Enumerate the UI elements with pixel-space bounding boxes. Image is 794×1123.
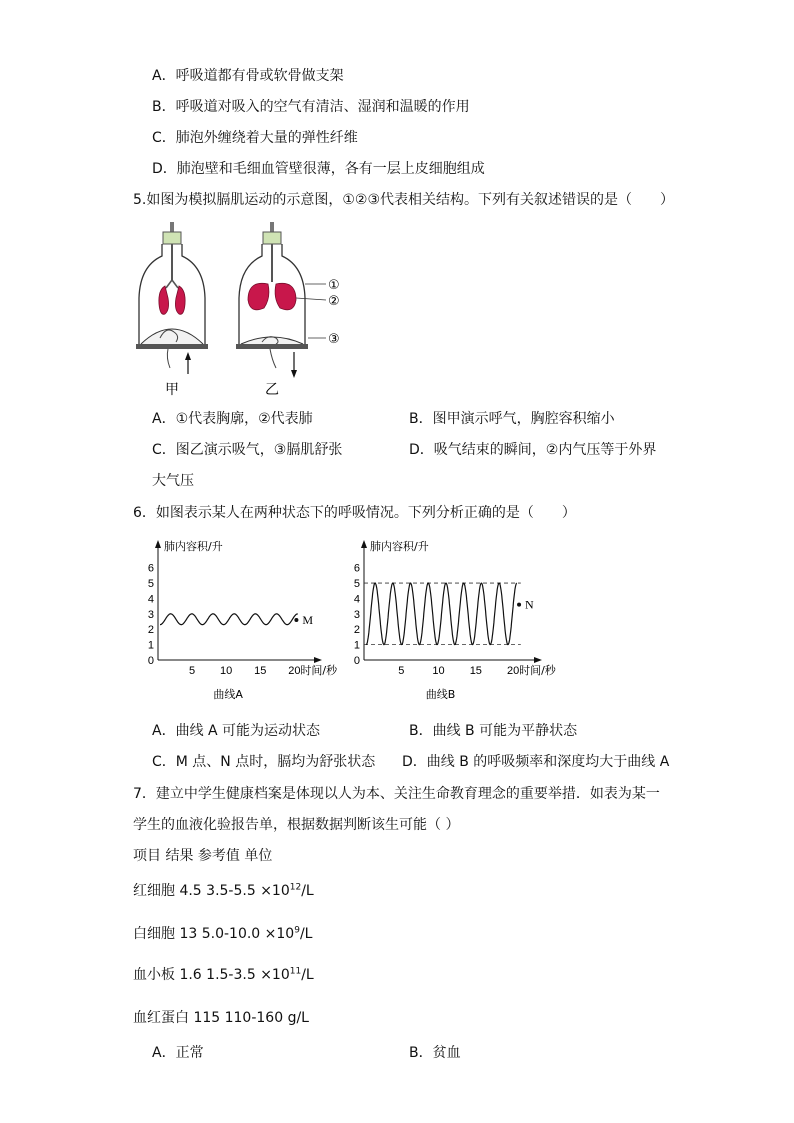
y-tick-label: 2 [353,624,360,637]
x-axis-arrow [534,657,542,663]
chart-curve-b [344,536,574,706]
marker-1: ① [328,278,340,293]
point-label: N [525,597,534,612]
x-tick-label: 10 [220,665,233,677]
q7-option-a: A．正常 [152,1045,204,1061]
x-tick-label: 5 [398,665,405,677]
y-tick-label: 6 [353,562,360,575]
q5-option-d-cont: 大气压 [152,473,194,489]
q4-option-a: A．呼吸道都有骨或软骨做支架 [152,68,344,84]
q6-option-d: D．曲线 B 的呼吸频率和深度均大于曲线 A [402,754,670,770]
x-axis-arrow [314,657,322,663]
q7-stem-line2: 学生的血液化验报告单，根据数据判断该生可能（ ） [133,817,460,833]
q6-option-a: A．曲线 A 可能为运动状态 [152,723,321,739]
q7-row-hemoglobin: 血红蛋白 115 110-160 g/L [133,1010,309,1026]
x-tick-label: 15 [469,665,482,677]
y-tick-label: 3 [353,608,360,621]
q5-stem: 5.如图为模拟膈肌运动的示意图，①②③代表相关结构。下列有关叙述错误的是（ ） [133,192,675,208]
y-tick-label: 4 [147,593,154,606]
q5-option-d: D．吸气结束的瞬间，②内气压等于外界 [409,442,657,458]
y-axis-label: 肺内容积/升 [164,540,223,553]
x-tick-label: 20 [506,665,520,677]
y-tick-label: 5 [147,578,154,591]
y-tick-label: 1 [353,639,360,652]
q4-option-b: B．呼吸道对吸入的空气有清洁、湿润和温暖的作用 [152,99,470,115]
y-tick-label: 5 [353,578,360,591]
y-tick-label: 2 [147,624,154,637]
q7-row-platelet: 血小板 1.6 $1.5-3.5 \times 10^{11}/L$ [133,966,314,983]
q7-option-b: B．贫血 [409,1045,461,1061]
y-tick-label: 3 [147,608,154,621]
y-tick-label: 0 [353,655,360,667]
x-tick-label: 10 [432,665,445,677]
chart-title: 曲线B [425,688,456,701]
label-jia: 甲 [165,382,179,398]
x-tick-label: 5 [189,665,196,677]
point-label: M [302,613,314,627]
label-yi: 乙 [265,382,279,398]
chart-title: 曲线A [213,688,243,701]
marker-2: ② [328,294,340,309]
q6-option-c: C．M 点、N 点时，膈均为舒张状态 [152,754,376,770]
bell-jar-yi [236,222,308,378]
point-marker [517,603,521,607]
y-tick-label: 4 [353,593,360,606]
x-tick-label: 15 [254,665,267,677]
q5-option-b: B．图甲演示呼气，胸腔容积缩小 [409,411,615,427]
y-tick-label: 6 [147,562,154,575]
x-axis-label: 时间/秒 [300,664,338,677]
series-line [366,583,517,645]
q7-row-wbc: 白细胞 13 $5.0-10.0 \times 10^9/L$ [133,925,313,942]
q7-row-rbc: 红细胞 4.5 $3.5-5.5 \times 10^{12}/L$ [133,882,314,899]
q7-stem-line1: 7．建立中学生健康档案是体现以人为本、关注生命教育理念的重要举措．如表为某一 [133,786,660,802]
q7-table-header: 项目 结果 参考值 单位 [133,848,273,864]
q6-stem: 6．如图表示某人在两种状态下的呼吸情况。下列分析正确的是（ ） [133,505,576,521]
x-axis-label: 时间/秒 [519,664,556,677]
y-tick-label: 1 [147,639,154,652]
q4-option-d: D．肺泡壁和毛细血管壁很薄，各有一层上皮细胞组成 [152,161,485,177]
y-axis-arrow [361,540,367,548]
series-line [160,614,298,625]
diaphragm-model-figure [130,218,360,400]
y-axis-label: 肺内容积/升 [370,540,429,553]
bell-jar-jia [136,222,208,374]
point-marker [294,618,298,622]
q5-option-c: C．图乙演示吸气，③膈肌舒张 [152,442,343,458]
q5-option-a: A．①代表胸廓，②代表肺 [152,411,313,427]
x-tick-label: 20 [288,665,301,677]
y-tick-label: 0 [147,655,154,667]
y-axis-arrow [155,540,161,548]
chart-curve-a [138,536,338,706]
q6-option-b: B．曲线 B 可能为平静状态 [409,723,578,739]
marker-3: ③ [328,332,340,347]
q4-option-c: C．肺泡外缠绕着大量的弹性纤维 [152,130,358,146]
